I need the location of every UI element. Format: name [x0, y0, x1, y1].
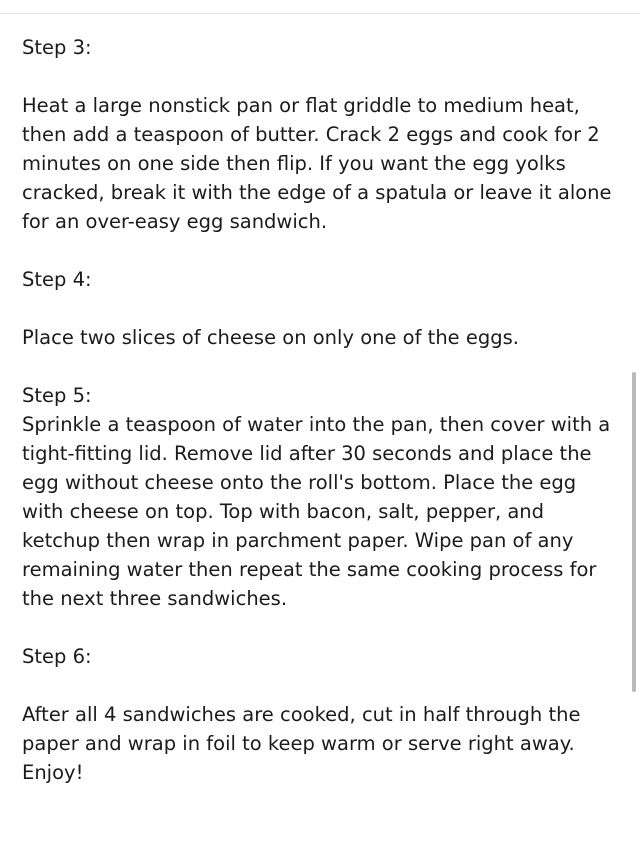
top-divider	[0, 13, 640, 14]
step-6-heading-block	[22, 642, 618, 671]
step-3-heading-block	[22, 33, 618, 62]
spacer-1	[22, 62, 618, 91]
step-6-heading: Step 6:	[22, 645, 92, 668]
step-5-paragraph: Sprinkle a teaspoon of water into the pan, then cover with a tight-fitting lid. Remove lid after 30 seconds and place the egg without cheese onto the roll's bottom. Place the egg with cheese on top. Top with bacon, salt, pepper, and ketchup then wrap in parchment paper. Wipe pan of any remaining water then repeat the same cooking process for the next three sandwiches.	[22, 413, 611, 610]
step-6-paragraph-block	[22, 700, 618, 787]
step-5-paragraph-block	[22, 410, 618, 613]
step-6-paragraph: After all 4 sandwiches are cooked, cut in half through the paper and wrap in foil to keep warm or serve right away. Enjoy!	[22, 703, 581, 784]
step-4-heading: Step 4:	[22, 268, 92, 291]
document-body	[22, 33, 618, 787]
step-5-heading-block	[22, 381, 618, 410]
step-4-paragraph: Place two slices of cheese on only one of the eggs.	[22, 326, 519, 349]
step-4-paragraph-block	[22, 323, 618, 352]
scrollbar-track[interactable]	[634, 0, 638, 853]
step-3-heading: Step 3:	[22, 36, 92, 59]
scrollbar-thumb[interactable]	[632, 372, 636, 692]
step-5-heading: Step 5:	[22, 384, 92, 407]
spacer-5	[22, 613, 618, 642]
spacer-4	[22, 352, 618, 381]
step-3-paragraph-block	[22, 91, 618, 236]
spacer-2	[22, 236, 618, 265]
spacer-3	[22, 294, 618, 323]
step-3-paragraph: Heat a large nonstick pan or flat griddle to medium heat, then add a teaspoon of butter. Crack 2 eggs and cook for 2 minutes on one side then flip. If you want the egg yolks cracked, break it with the edge of a spatula or leave it alone for an over-easy egg sandwich.	[22, 94, 612, 233]
spacer-6	[22, 671, 618, 700]
step-4-heading-block	[22, 265, 618, 294]
